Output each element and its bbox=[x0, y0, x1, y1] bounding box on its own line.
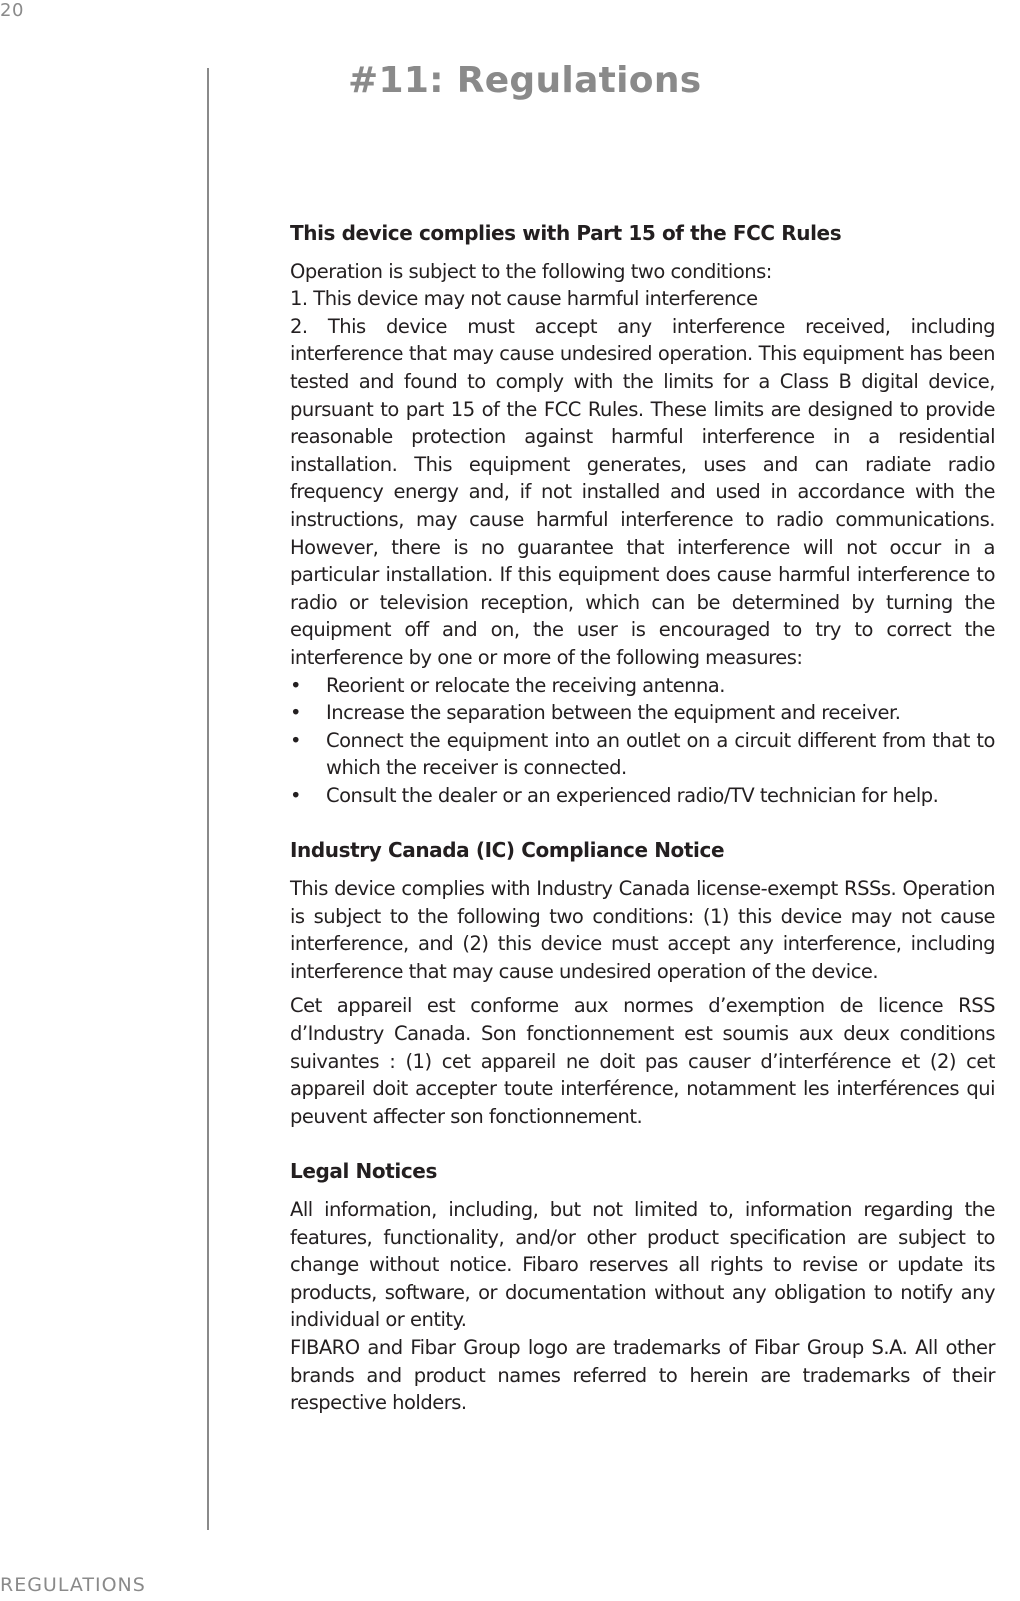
ic-section bbox=[290, 837, 995, 1130]
list-item bbox=[290, 727, 995, 782]
page-title: #11: Regulations bbox=[348, 60, 702, 101]
bullet-icon: • bbox=[290, 783, 302, 807]
fcc-condition-2: 2. This device must accept any interference received, including interference that may cause undesired operation. This equipment has been tested and found to comply with the limits for a Class B digital device, pursuant to part 15 of the FCC Rules. These limits are designed to provide reasonable protection against harmful interference in a residential installation. This equipment generates, uses and can radiate radio frequency energy and, if not installed and used in accordance with the instructions, may cause harmful interference to radio communications. However, there is no guarantee that interference will not occur in a particular installation. If this equipment does cause harmful interference to radio or television reception, which can be determined by turning the equipment off and on, the user is encouraged to try to correct the interference by one or more of the following measures: bbox=[290, 314, 995, 669]
legal-heading: Legal Notices bbox=[290, 1159, 437, 1184]
fcc-heading: This device complies with Part 15 of the FCC Rules bbox=[290, 221, 842, 245]
measure-text: Consult the dealer or an experienced radio/TV technician for help. bbox=[326, 783, 939, 807]
fcc-intro: Operation is subject to the following two conditions: bbox=[290, 259, 772, 283]
list-item bbox=[290, 672, 995, 700]
vertical-divider bbox=[207, 68, 209, 1530]
page-number: 20 bbox=[0, 0, 24, 21]
bullet-icon: • bbox=[290, 673, 302, 697]
list-item bbox=[290, 782, 995, 810]
document-body bbox=[290, 220, 995, 1445]
legal-paragraph-2: FIBARO and Fibar Group logo are trademarks of Fibar Group S.A. All other brands and product names referred to herein are trademarks of their respective holders. bbox=[290, 1335, 995, 1415]
measure-text: Increase the separation between the equipment and receiver. bbox=[326, 701, 901, 725]
fcc-measures-list bbox=[290, 672, 995, 810]
legal-paragraph-1: All information, including, but not limited to, information regarding the features, functionality, and/or other product specification are subject to change without notice. Fibaro reserves all rights to revise or update its products, software, or documentation without any obligation to notify any individual or entity. bbox=[290, 1198, 995, 1332]
fcc-section bbox=[290, 220, 995, 809]
footer-section-label: REGULATIONS bbox=[0, 1574, 146, 1596]
ic-heading: Industry Canada (IC) Compliance Notice bbox=[290, 838, 725, 863]
legal-section bbox=[290, 1158, 995, 1416]
bullet-icon: • bbox=[290, 728, 302, 752]
measure-text: Connect the equipment into an outlet on a circuit different from that to which the receiver is connected. bbox=[326, 728, 995, 780]
bullet-icon: • bbox=[290, 701, 302, 725]
measure-text: Reorient or relocate the receiving antenna. bbox=[326, 673, 725, 697]
list-item bbox=[290, 699, 995, 727]
fcc-condition-1: 1. This device may not cause harmful interference bbox=[290, 287, 758, 311]
ic-english-paragraph: This device complies with Industry Canada license-exempt RSSs. Operation is subject to the following two conditions: (1) this device may not cause interference, and (2) this device must accept any interference, including interference that may cause undesired operation of the device. bbox=[290, 877, 995, 983]
ic-french-paragraph: Cet appareil est conforme aux normes d’exemption de licence RSS d’Industry Canada. Son fonctionnement est soumis aux deux conditions suivantes : (1) cet appareil ne doit pas causer d’interférence et (2) cet appareil doit accepter toute interférence, notamment les interférences qui peuvent affecter son fonctionnement. bbox=[290, 994, 995, 1128]
